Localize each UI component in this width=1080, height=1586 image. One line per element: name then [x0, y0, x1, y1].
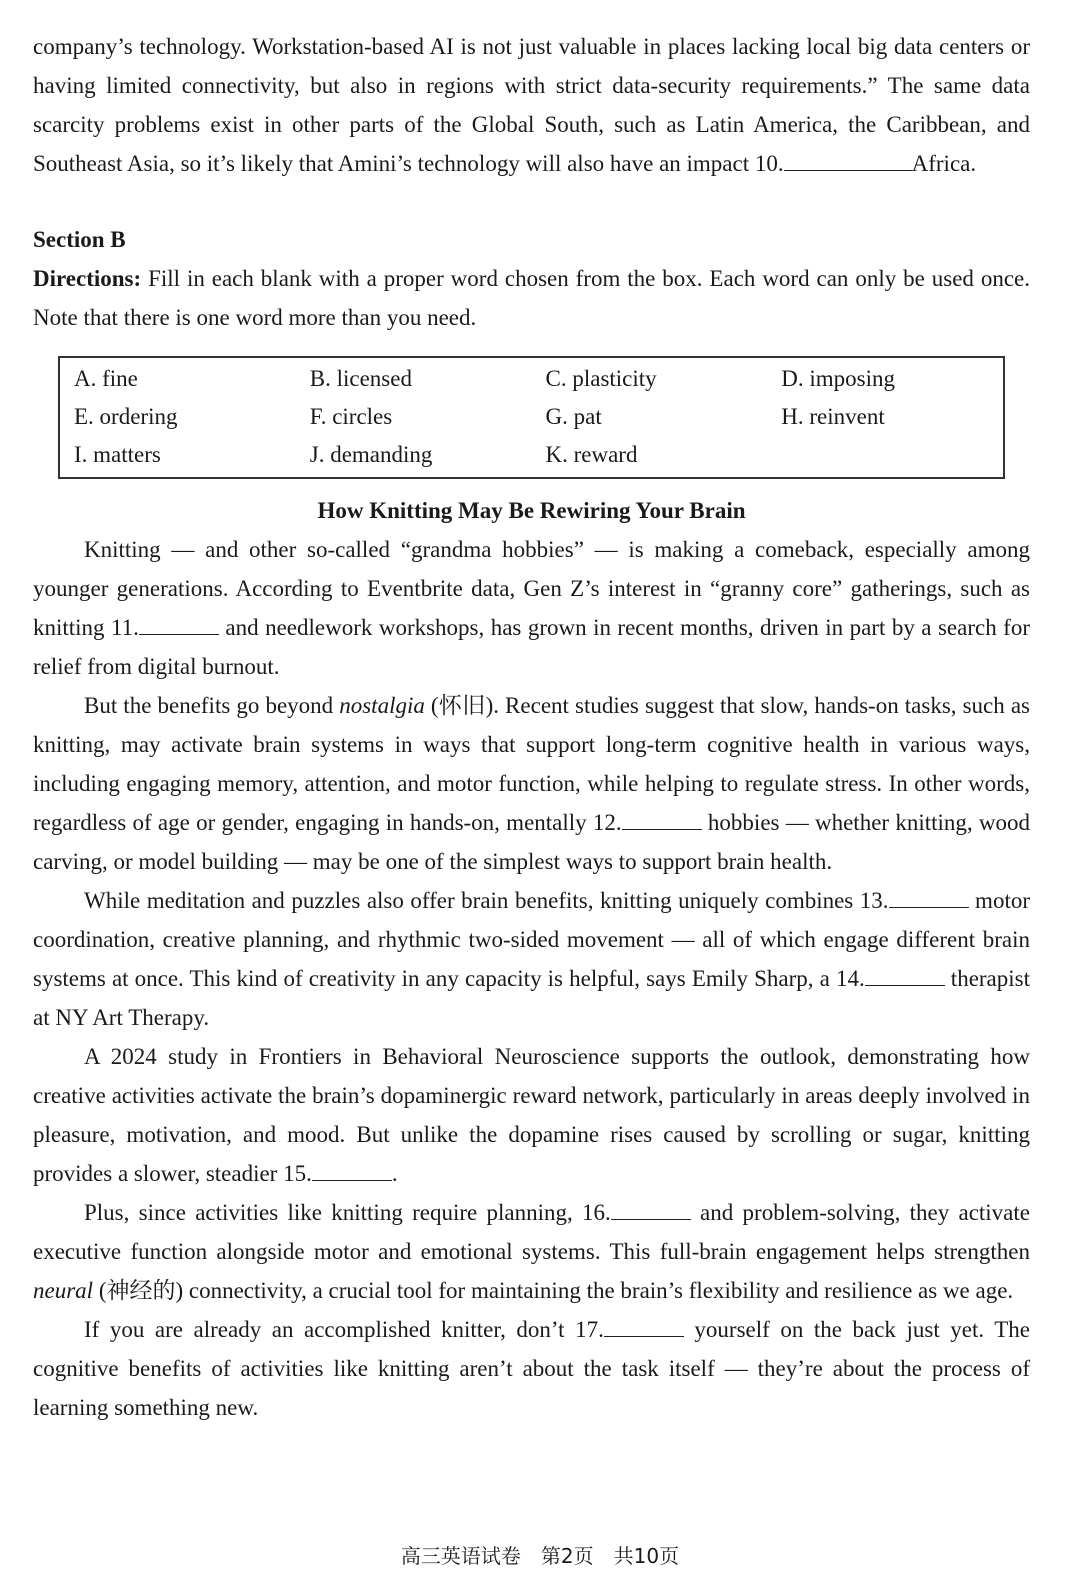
word-option: A. fine — [74, 366, 138, 391]
paragraph — [33, 1310, 1030, 1427]
page-footer: 高三英语试卷 第2页 共10页 — [400, 1544, 680, 1568]
paragraph — [33, 1193, 1030, 1310]
text-run: Knitting — and other so-called “grandma hobbies” — is making a comeback, especially among younger generations. According to Eventbrite data, Gen Z’s interest in “granny core” gatherings, such as knitting 11. — [33, 537, 1030, 640]
word-option: G. pat — [545, 404, 602, 429]
word-option: B. licensed — [309, 366, 412, 391]
passage-title: How Knitting May Be Rewiring Your Brain — [317, 498, 746, 523]
italic-term: nostalgia — [339, 693, 425, 718]
paragraph — [33, 881, 1030, 1037]
answer-blank — [312, 1162, 392, 1181]
text-run: motor coordination, creative planning, and rhythmic two-sided movement — all of which engage different brain systems at once. This kind of creativity in any capacity is helpful, says Emily Sharp, a 14. — [33, 888, 1030, 991]
text-run: (怀旧). Recent studies suggest that slow, hands-on tasks, such as knitting, may activate brain systems in ways that support long-term cognitive health in various ways, including engaging memory, attention, and motor function, while helping to regulate stress. In other words, regardless of age or gender, engaging in hands-on, mentally 12. — [33, 693, 1030, 835]
paragraph — [33, 686, 1030, 881]
text-run: While meditation and puzzles also offer brain benefits, knitting uniquely combines 13. — [84, 888, 889, 913]
word-option: H. reinvent — [781, 404, 885, 429]
directions — [33, 259, 1030, 337]
text-run: Plus, since activities like knitting require planning, 16. — [84, 1200, 611, 1225]
text-run: A 2024 study in Frontiers in Behavioral Neuroscience supports the outlook, demonstrating how creative activities activate the brain’s dopaminergic reward network, particularly in areas deeply involved in pleasure, motivation, and mood. But unlike the dopamine rises caused by scrolling or sugar, knitting provides a slower, steadier 15. — [33, 1044, 1030, 1186]
italic-term: neural — [33, 1278, 94, 1303]
word-option: D. imposing — [781, 366, 895, 391]
word-option: C. plasticity — [545, 366, 657, 391]
answer-blank — [784, 152, 912, 171]
answer-blank — [622, 811, 702, 830]
word-box-row — [60, 398, 1003, 436]
section-heading: Section B — [33, 227, 126, 252]
text-run: . — [391, 1161, 398, 1186]
text-run: (神经的) connectivity, a crucial tool for maintaining the brain’s flexibility and resilience as we age. — [93, 1278, 1014, 1303]
paragraph — [33, 1037, 1030, 1193]
exam-page — [33, 27, 1030, 1427]
section-a-tail — [33, 27, 1030, 183]
answer-blank — [604, 1318, 684, 1337]
answer-blank — [865, 967, 945, 986]
word-box — [58, 356, 1005, 479]
text-run: company’s technology. Workstation-based AI is not just valuable in places lacking local big data centers or having limited connectivity, but also in regions with strict data-security requirements.” The same data scarcity problems exist in other parts of the Global South, such as Latin America, the Caribbean, and Southeast Asia, so it’s likely that Amini’s technology will also have an impact 10. — [33, 34, 1030, 176]
text-run: and needlework workshops, has grown in recent months, driven in part by a search for relief from digital burnout. — [33, 615, 1030, 679]
directions-text: Fill in each blank with a proper word chosen from the box. Each word can only be used once. Note that there is one word more than you need. — [33, 266, 1030, 330]
text-run: If you are already an accomplished knitter, don’t 17. — [84, 1317, 604, 1342]
answer-blank — [611, 1201, 691, 1220]
paragraph — [33, 27, 1030, 183]
text-run: yourself on the back just yet. The cognitive benefits of activities like knitting aren’t about the task itself — they’re about the process of learning something new. — [33, 1317, 1030, 1420]
word-box-row — [60, 360, 1003, 398]
answer-blank — [889, 889, 969, 908]
word-option: E. ordering — [74, 404, 178, 429]
word-option: J. demanding — [309, 442, 433, 467]
text-run: hobbies — whether knitting, wood carving, or model building — may be one of the simplest ways to support brain health. — [33, 810, 1030, 874]
text-run: But the benefits go beyond — [84, 693, 340, 718]
word-option: K. reward — [545, 442, 638, 467]
answer-blank — [139, 616, 219, 635]
text-run: therapist at NY Art Therapy. — [33, 966, 1030, 1030]
directions-label: Directions: — [33, 266, 142, 291]
text-run: and problem-solving, they activate executive function alongside motor and emotional systems. This full-brain engagement helps strengthen — [33, 1200, 1030, 1264]
passage-body — [33, 530, 1030, 1427]
word-option: I. matters — [74, 442, 161, 467]
word-option: F. circles — [309, 404, 393, 429]
word-box-row — [60, 436, 1003, 474]
text-run: Africa. — [911, 151, 977, 176]
paragraph — [33, 530, 1030, 686]
